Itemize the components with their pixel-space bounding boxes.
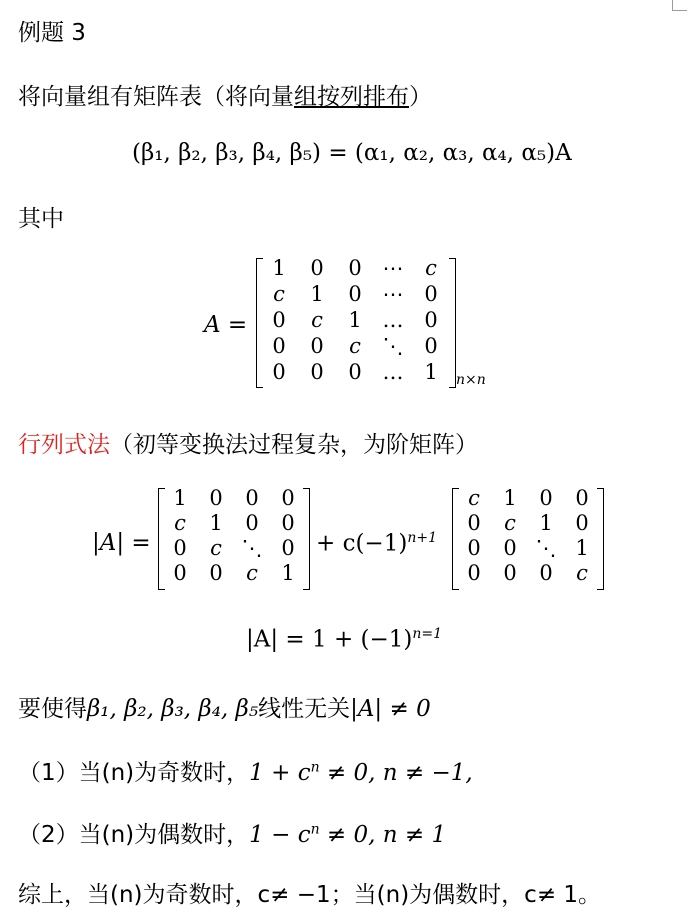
det-right-cell-3-2: 0 (539, 561, 553, 585)
det-right-cell-1-3: 0 (575, 511, 589, 535)
matrix-a-cell-4-2: 0 (348, 360, 362, 384)
matrix-a-cell-0-3: ⋯ (382, 256, 404, 280)
matrix-a-cell-1-4: 0 (424, 282, 438, 306)
condition-prefix: 要使得 (18, 696, 87, 722)
matrix-a-cell-1-3: ⋯ (382, 282, 404, 306)
matrix-a-cell-3-4: 0 (424, 334, 438, 358)
det-result-exp: n=1 (412, 626, 443, 642)
matrix-a-cell-2-3: … (382, 308, 404, 332)
det-right-matrix (452, 488, 604, 590)
intro-line (18, 78, 432, 111)
det-right-cell-0-3: 0 (575, 486, 589, 510)
matrix-a-cell-2-4: 0 (424, 308, 438, 332)
det-right-cell-1-1: c (504, 511, 516, 535)
method-line (18, 426, 478, 459)
case-2-label: （2）当(n)为偶数时， (18, 822, 250, 848)
det-right-cell-2-3: 1 (575, 536, 589, 560)
intro-suffix: ） (409, 84, 432, 110)
det-left-cell-2-2: ⋱ (241, 536, 263, 560)
matrix-a-cell-4-4: 1 (424, 360, 438, 384)
matrix-a-cell-3-3: ⋱ (382, 334, 404, 358)
det-left-cell-3-0: 0 (173, 561, 187, 585)
case-1-label: （1）当(n)为奇数时， (18, 760, 250, 786)
det-middle (316, 530, 437, 557)
det-left-cell-0-0: 1 (173, 486, 187, 510)
matrix-a-right-bracket (449, 258, 456, 388)
matrix-a-cell-2-2: 1 (348, 308, 362, 332)
det-left-matrix (158, 488, 310, 590)
det-left-cell-3-2: c (246, 561, 258, 585)
matrix-a-cell-3-0: 0 (272, 334, 286, 358)
matrix-a-cell-4-1: 0 (310, 360, 324, 384)
matrix-a-cell-3-2: c (349, 334, 361, 358)
det-right-cell-3-1: 0 (503, 561, 517, 585)
det-result-text: |A| = 1 + (−1) (246, 626, 413, 653)
matrix-a-lhs: A = (204, 312, 248, 338)
where-label: 其中 (18, 206, 64, 232)
matrix-a-cell-4-3: … (382, 360, 404, 384)
det-right-cell-0-1: 1 (503, 486, 517, 510)
det-right-cell-2-2: ⋱ (535, 536, 557, 560)
condition-math: |A| ≠ 0 (350, 696, 431, 722)
det-result (246, 626, 442, 653)
case-1-tail: ≠ 0, n ≠ −1, (319, 760, 473, 786)
intro-underlined: 组按列排布 (294, 84, 409, 110)
case-1-line (18, 754, 473, 787)
det-left-cell-0-2: 0 (245, 486, 259, 510)
det-right-cell-1-0: 0 (467, 511, 481, 535)
matrix-a-cell-3-1: 0 (310, 334, 324, 358)
equation-beta-alpha (132, 140, 572, 166)
det-middle-exp: n+1 (407, 530, 437, 546)
det-left-cell-1-0: c (174, 511, 186, 535)
matrix-a-cell-0-1: 0 (310, 256, 324, 280)
matrix-a-cell-0-4: c (425, 256, 437, 280)
det-right-cell-0-0: c (468, 486, 480, 510)
det-right-cell-2-1: 0 (503, 536, 517, 560)
page-corner-mark (672, 0, 687, 11)
det-right-cell-2-0: 0 (467, 536, 481, 560)
intro-prefix: 将向量组有矩阵表（将向量 (18, 84, 294, 110)
example-title: 例题 3 (18, 20, 86, 46)
case-1-exp: n (310, 759, 320, 776)
det-left-cell-1-2: 0 (245, 511, 259, 535)
det-right-cell-0-2: 0 (539, 486, 553, 510)
equation-lhs: (β₁, β₂, β₃, β₄, β₅) (132, 140, 322, 166)
det-left-cell-2-0: 0 (173, 536, 187, 560)
matrix-a-cell-1-0: c (273, 282, 285, 306)
case-2-exp: n (310, 821, 320, 838)
det-middle-text: + c(−1) (316, 530, 408, 557)
det-left-cell-0-3: 0 (281, 486, 295, 510)
det-left-cell-3-1: 0 (209, 561, 223, 585)
case-2-line (18, 816, 446, 849)
matrix-a-cell-1-2: 0 (348, 282, 362, 306)
case-1-math: 1 + c (249, 760, 311, 786)
method-red-label: 行列式法 (18, 432, 110, 458)
matrix-a-cell-2-0: 0 (272, 308, 286, 332)
matrix-a-cell-2-1: c (311, 308, 323, 332)
matrix-a-cell-4-0: 0 (272, 360, 286, 384)
det-right-cell-3-3: c (576, 561, 588, 585)
det-right-cell-1-2: 1 (539, 511, 553, 535)
det-left-cell-1-3: 0 (281, 511, 295, 535)
det-right-cell-3-0: 0 (467, 561, 481, 585)
condition-vectors: β₁, β₂, β₃, β₄, β₅ (87, 696, 259, 722)
det-left-cell-3-3: 1 (281, 561, 295, 585)
case-2-math: 1 − c (249, 822, 311, 848)
det-left-cell-2-3: 0 (281, 536, 295, 560)
equation-rhs: = (α₁, α₂, α₃, α₄, α₅)A (328, 140, 572, 166)
method-note: （初等变换法过程复杂，为阶矩阵） (110, 432, 478, 458)
summary-line: 综上，当(n)为奇数时，c≠ −1；当(n)为偶数时，c≠ 1。 (18, 882, 602, 908)
case-2-tail: ≠ 0, n ≠ 1 (319, 822, 447, 848)
matrix-a (256, 258, 456, 388)
det-left-cell-2-1: c (210, 536, 222, 560)
matrix-a-cell-1-1: 1 (310, 282, 324, 306)
matrix-a-subscript: n×n (456, 372, 486, 388)
det-left-cell-1-1: 1 (209, 511, 223, 535)
det-left-cell-0-1: 0 (209, 486, 223, 510)
condition-middle: 线性无关 (258, 696, 351, 722)
condition-line (18, 690, 431, 723)
matrix-a-cell-0-0: 1 (272, 256, 286, 280)
matrix-a-cell-0-2: 0 (348, 256, 362, 280)
det-lhs: |A| = (92, 530, 151, 556)
